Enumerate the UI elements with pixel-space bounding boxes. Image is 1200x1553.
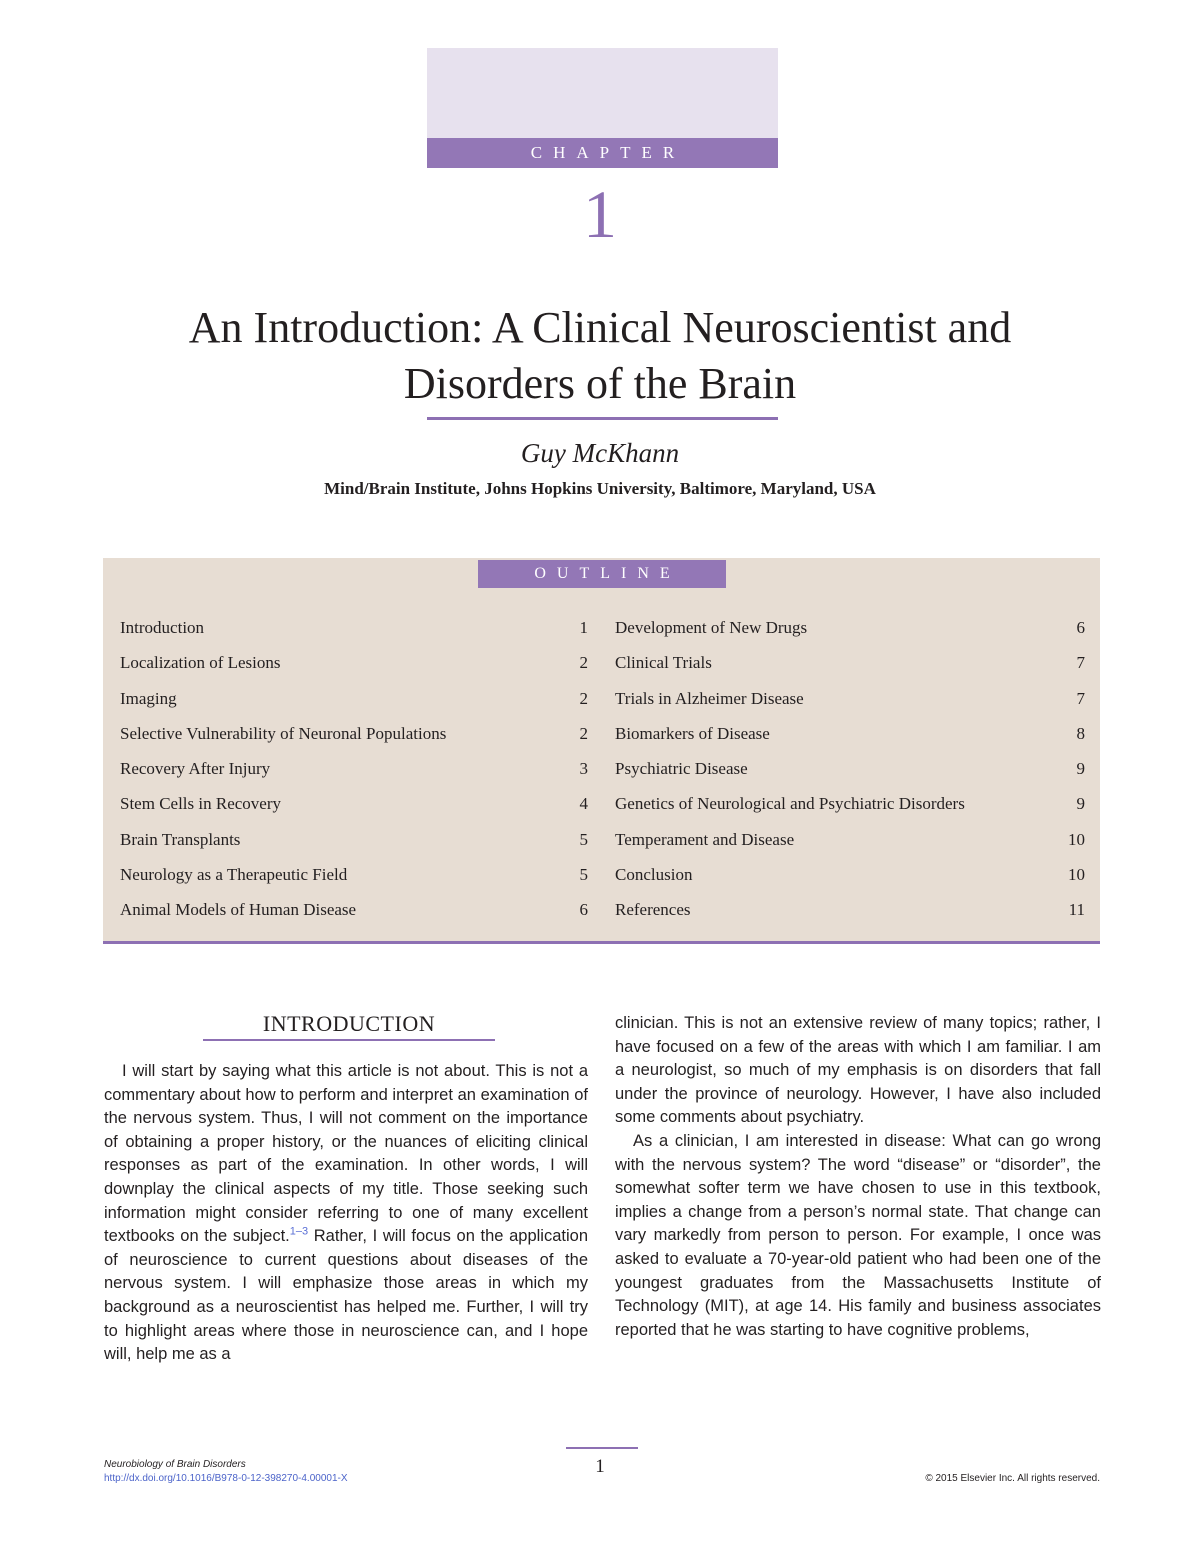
outline-item-label: References	[615, 900, 691, 920]
outline-item[interactable]	[120, 757, 588, 792]
outline-item-page: 10	[1068, 829, 1085, 849]
outline-item[interactable]	[615, 792, 1085, 827]
outline-item-page: 3	[579, 759, 588, 779]
chapter-box	[427, 48, 778, 168]
outline-item-page: 10	[1068, 865, 1085, 885]
outline-item-page: 6	[1076, 618, 1085, 637]
outline-item-label: Animal Models of Human Disease	[120, 900, 357, 920]
outline-item-label: Imaging	[120, 688, 177, 708]
author-name: Guy McKhann	[520, 438, 680, 468]
outline-item-label: Neurology as a Therapeutic Field	[120, 865, 348, 885]
outline-item-label: Temperament and Disease	[615, 829, 795, 849]
outline-item-page: 11	[1068, 900, 1085, 920]
outline-item-label: Brain Transplants	[120, 829, 241, 849]
outline-item-label: Recovery After Injury	[120, 759, 271, 779]
copyright-notice: © 2015 Elsevier Inc. All rights reserved.	[925, 1473, 1100, 1484]
outline-item[interactable]	[120, 828, 588, 863]
outline-item[interactable]	[120, 898, 588, 933]
outline-item-label: Selective Vulnerability of Neuronal Populations	[120, 723, 447, 743]
footer-rule	[566, 1447, 638, 1449]
outline-label: OUTLINE	[478, 560, 726, 588]
outline-item[interactable]	[615, 687, 1085, 722]
outline-item-page: 1	[579, 618, 588, 637]
journal-name: Neurobiology of Brain Disorders	[104, 1459, 246, 1470]
outline-item-page: 5	[579, 865, 588, 885]
chapter-title-line-1: An Introduction: A Clinical Neuroscientist and	[188, 303, 1012, 352]
outline-item[interactable]	[120, 792, 588, 827]
outline-item-label: Conclusion	[615, 865, 693, 885]
outline-item-label: Genetics of Neurological and Psychiatric Disorders	[615, 794, 965, 814]
outline-item[interactable]	[615, 863, 1085, 898]
title-rule	[427, 417, 778, 420]
paragraph-text: I will start by saying what this article is not about. This is not a commentary about how to perform and interpret an examination of the nervous system. Thus, I will not comment on the importance of obtaining a proper history, or the nuances of eliciting clinical responses as part of the examination. In other words, I will downplay the clinical aspects of my title. Those seeking such information might consider referring to one of many excellent textbooks on the subject.	[104, 1062, 588, 1246]
chapter-title-line-2: Disorders of the Brain	[403, 359, 797, 408]
outline-item[interactable]	[120, 651, 588, 686]
section-heading: INTRODUCTION	[262, 1011, 436, 1036]
chapter-label: CHAPTER	[427, 138, 778, 168]
outline-item[interactable]	[615, 757, 1085, 792]
outline-item-label: Localization of Lesions	[120, 653, 281, 673]
outline-item-label: Development of New Drugs	[615, 618, 808, 637]
outline-box	[103, 558, 1100, 944]
outline-item-page: 2	[579, 688, 588, 708]
outline-column-right	[615, 616, 1085, 934]
outline-item[interactable]	[120, 687, 588, 722]
outline-item-page: 8	[1076, 723, 1085, 743]
outline-item-page: 7	[1076, 688, 1085, 708]
paragraph-text: Rather, I will focus on the application of neuroscience to current questions about diseases of the nervous system. I will emphasize those areas in which my background as a neuroscientist has helped me. Further, I will try to highlight areas where those in neuroscience can, and I hope will, help me as a	[104, 1227, 589, 1364]
body-column-left	[104, 1060, 588, 1367]
outline-item-page: 4	[579, 794, 588, 814]
outline-item[interactable]	[120, 616, 588, 651]
outline-item[interactable]	[120, 863, 588, 898]
outline-item-page: 7	[1076, 653, 1085, 673]
outline-item-label: Psychiatric Disease	[615, 759, 748, 779]
chapter-title	[0, 300, 1200, 412]
outline-item-page: 5	[579, 829, 588, 849]
outline-item[interactable]	[615, 828, 1085, 863]
section-rule	[203, 1039, 495, 1041]
outline-item-label: Introduction	[120, 618, 205, 637]
outline-item-label: Stem Cells in Recovery	[120, 794, 282, 814]
outline-item-page: 6	[579, 900, 588, 920]
outline-item-page: 2	[579, 653, 588, 673]
body-column-right	[615, 1012, 1101, 1342]
author-affiliation: Mind/Brain Institute, Johns Hopkins University, Baltimore, Maryland, USA	[324, 479, 876, 498]
body-paragraph	[104, 1060, 588, 1367]
outline-column-left	[120, 616, 588, 934]
outline-item-page: 9	[1076, 794, 1085, 814]
outline-item-page: 9	[1076, 759, 1085, 779]
body-paragraph: As a clinician, I am interested in disease: What can go wrong with the nervous system? The word “disease” or “disorder”, the somewhat softer term we have chosen to use in this textbook, implies a change from a person’s normal state. That change can vary markedly from person to person. For example, I once was asked to evaluate a 70-year-old patient who had been one of the youngest graduates from the Massachusetts Institute of Technology (MIT), at age 14. His family and business associates reported that he was starting to have cognitive problems,	[615, 1131, 1101, 1339]
page-number: 1	[595, 1456, 605, 1477]
outline-item-label: Biomarkers of Disease	[615, 723, 770, 743]
outline-item[interactable]	[120, 722, 588, 757]
outline-item-page: 2	[579, 723, 588, 743]
body-paragraph: clinician. This is not an extensive review of many topics; rather, I have focused on a few of the areas with which I am familiar. I am a neurologist, so much of my emphasis is on disorders that fall under the province of neurology. However, I have also included some comments about psychiatry.	[615, 1014, 1101, 1127]
outline-item[interactable]	[615, 898, 1085, 933]
outline-item[interactable]	[615, 722, 1085, 757]
outline-item-label: Clinical Trials	[615, 653, 712, 673]
citation-link[interactable]: 1–3	[289, 1225, 309, 1238]
footer-source	[104, 1458, 348, 1486]
chapter-number: 1	[583, 176, 617, 252]
outline-item[interactable]	[615, 616, 1085, 651]
outline-item[interactable]	[615, 651, 1085, 686]
doi-link[interactable]: http://dx.doi.org/10.1016/B978-0-12-398270-4.00001-X	[104, 1473, 348, 1484]
outline-item-label: Trials in Alzheimer Disease	[615, 688, 804, 708]
